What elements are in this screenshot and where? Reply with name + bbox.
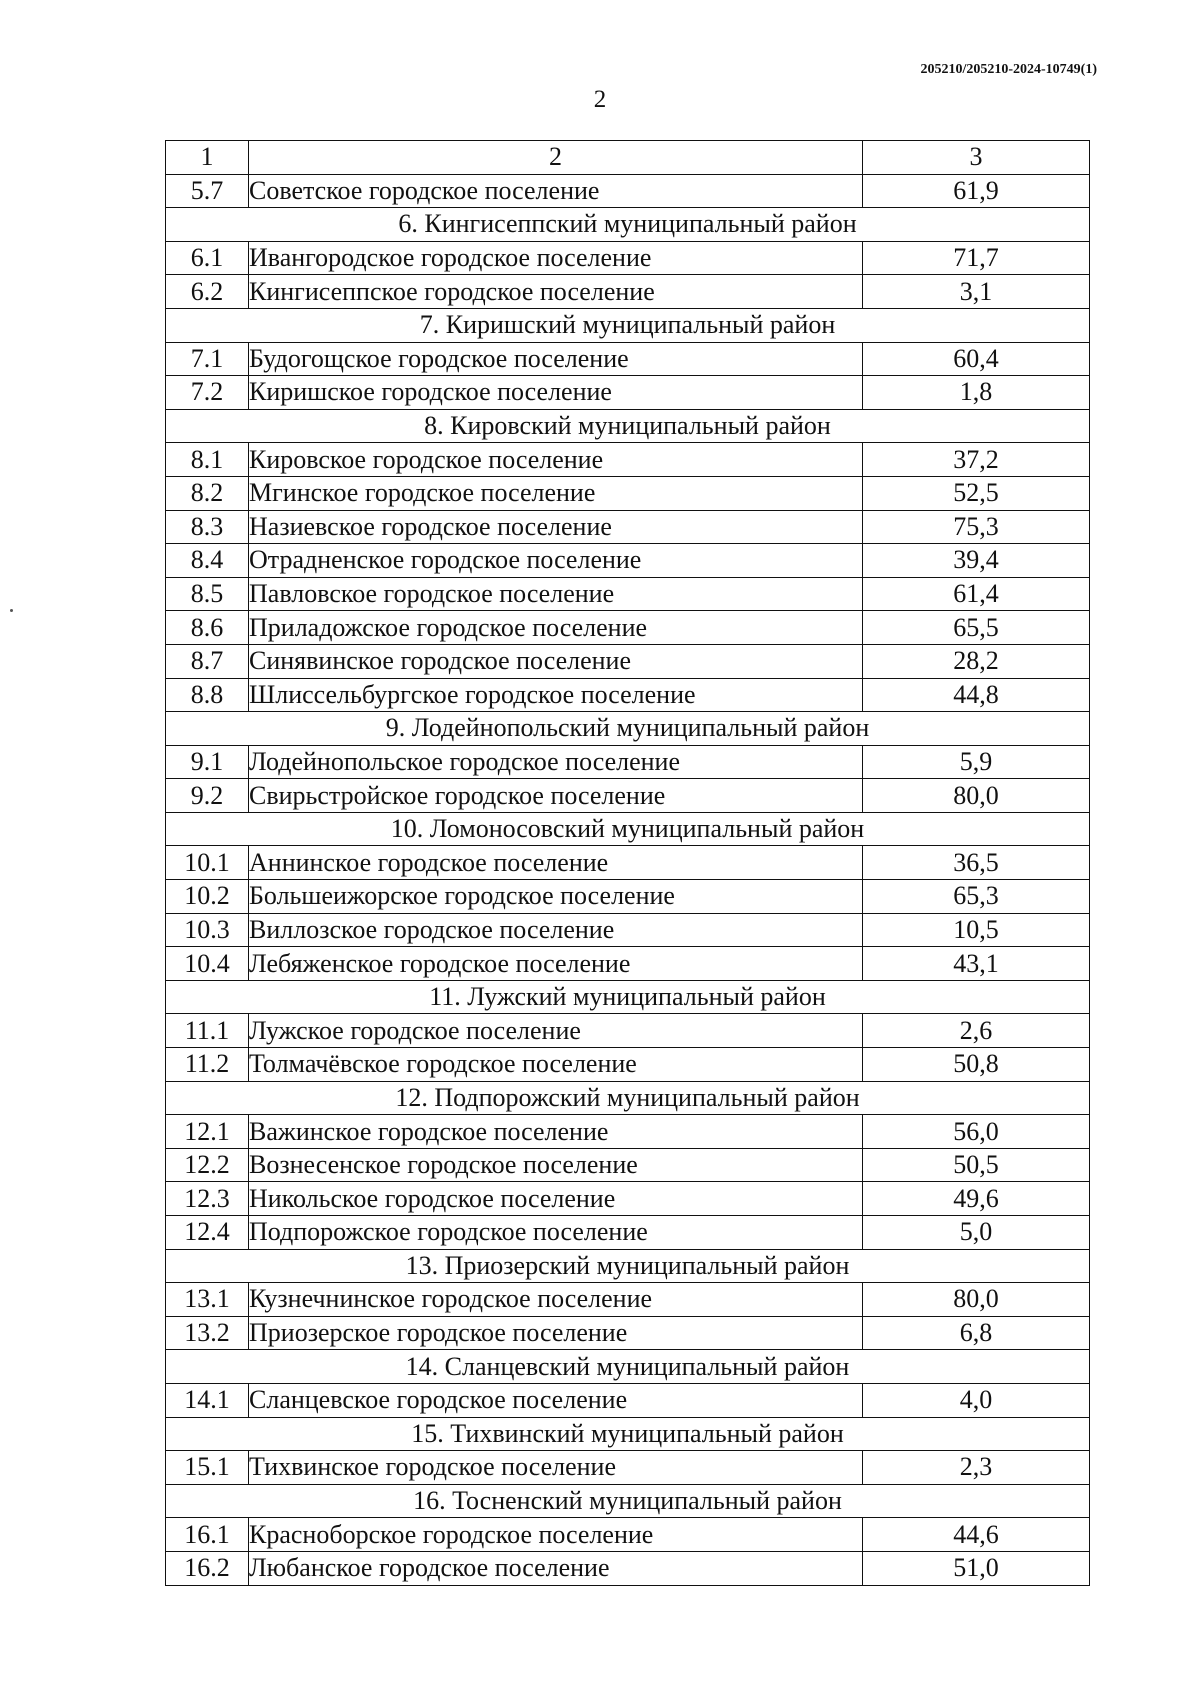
district-group-row <box>166 1484 1090 1518</box>
settlement-name: Павловское городское поселение <box>249 577 863 611</box>
settlement-row <box>166 544 1090 578</box>
settlement-row <box>166 745 1090 779</box>
settlement-name: Тихвинское городское поселение <box>249 1451 863 1485</box>
row-number: 9.1 <box>166 745 249 779</box>
district-name: 16. Тосненский муниципальный район <box>166 1484 1090 1518</box>
settlement-row <box>166 678 1090 712</box>
settlement-value: 75,3 <box>863 510 1090 544</box>
row-number: 7.1 <box>166 342 249 376</box>
settlement-row <box>166 342 1090 376</box>
settlement-value: 4,0 <box>863 1383 1090 1417</box>
row-number: 8.5 <box>166 577 249 611</box>
settlement-name: Лужское городское поселение <box>249 1014 863 1048</box>
district-name: 9. Лодейнопольский муниципальный район <box>166 712 1090 746</box>
settlement-row <box>166 611 1090 645</box>
settlement-row <box>166 376 1090 410</box>
settlement-value: 51,0 <box>863 1551 1090 1585</box>
row-number: 16.2 <box>166 1551 249 1585</box>
settlement-value: 71,7 <box>863 241 1090 275</box>
row-number: 11.1 <box>166 1014 249 1048</box>
row-number: 8.1 <box>166 443 249 477</box>
row-number: 14.1 <box>166 1383 249 1417</box>
settlement-value: 36,5 <box>863 846 1090 880</box>
row-number: 10.1 <box>166 846 249 880</box>
settlement-name: Виллозское городское поселение <box>249 913 863 947</box>
district-group-row <box>166 980 1090 1014</box>
settlement-value: 61,9 <box>863 174 1090 208</box>
district-name: 11. Лужский муниципальный район <box>166 980 1090 1014</box>
settlement-value: 5,0 <box>863 1216 1090 1250</box>
settlement-value: 52,5 <box>863 476 1090 510</box>
settlement-row <box>166 947 1090 981</box>
settlement-name: Вознесенское городское поселение <box>249 1148 863 1182</box>
settlement-name: Отрадненское городское поселение <box>249 544 863 578</box>
settlement-row <box>166 1115 1090 1149</box>
row-number: 12.3 <box>166 1182 249 1216</box>
settlement-name: Аннинское городское поселение <box>249 846 863 880</box>
settlement-name: Сланцевское городское поселение <box>249 1383 863 1417</box>
district-group-row <box>166 1417 1090 1451</box>
row-number: 12.1 <box>166 1115 249 1149</box>
settlement-value: 6,8 <box>863 1316 1090 1350</box>
district-name: 7. Киришский муниципальный район <box>166 308 1090 342</box>
header-cell-name: 2 <box>249 141 863 175</box>
district-name: 14. Сланцевский муниципальный район <box>166 1350 1090 1384</box>
settlement-name: Мгинское городское поселение <box>249 476 863 510</box>
settlement-row <box>166 913 1090 947</box>
document-id: 205210/205210-2024-10749(1) <box>920 62 1097 77</box>
settlement-row <box>166 1014 1090 1048</box>
settlement-row <box>166 846 1090 880</box>
district-group-row <box>166 1249 1090 1283</box>
settlement-value: 2,3 <box>863 1451 1090 1485</box>
district-group-row <box>166 409 1090 443</box>
header-cell-number: 1 <box>166 141 249 175</box>
settlement-row <box>166 1283 1090 1317</box>
settlement-row <box>166 1048 1090 1082</box>
row-number: 12.2 <box>166 1148 249 1182</box>
scan-speck <box>10 609 13 612</box>
settlement-name: Важинское городское поселение <box>249 1115 863 1149</box>
district-group-row <box>166 208 1090 242</box>
district-name: 8. Кировский муниципальный район <box>166 409 1090 443</box>
row-number: 7.2 <box>166 376 249 410</box>
row-number: 8.8 <box>166 678 249 712</box>
settlement-value: 5,9 <box>863 745 1090 779</box>
page-number: 2 <box>593 86 607 113</box>
settlement-row <box>166 241 1090 275</box>
settlement-row <box>166 476 1090 510</box>
district-name: 10. Ломоносовский муниципальный район <box>166 812 1090 846</box>
settlement-value: 56,0 <box>863 1115 1090 1149</box>
district-group-row <box>166 812 1090 846</box>
settlement-row <box>166 1216 1090 1250</box>
row-number: 5.7 <box>166 174 249 208</box>
settlement-name: Киришское городское поселение <box>249 376 863 410</box>
settlement-value: 10,5 <box>863 913 1090 947</box>
district-name: 12. Подпорожский муниципальный район <box>166 1081 1090 1115</box>
settlement-row <box>166 1316 1090 1350</box>
row-number: 11.2 <box>166 1048 249 1082</box>
settlement-name: Толмачёвское городское поселение <box>249 1048 863 1082</box>
settlement-name: Кингисеппское городское поселение <box>249 275 863 309</box>
settlement-row <box>166 1551 1090 1585</box>
row-number: 8.4 <box>166 544 249 578</box>
settlement-name: Лодейнопольское городское поселение <box>249 745 863 779</box>
row-number: 13.1 <box>166 1283 249 1317</box>
settlement-name: Свирьстройское городское поселение <box>249 779 863 813</box>
settlement-name: Большеижорское городское поселение <box>249 880 863 914</box>
settlement-row <box>166 1182 1090 1216</box>
settlement-row <box>166 1451 1090 1485</box>
settlement-row <box>166 510 1090 544</box>
settlement-value: 1,8 <box>863 376 1090 410</box>
settlement-row <box>166 577 1090 611</box>
settlement-name: Любанское городское поселение <box>249 1551 863 1585</box>
settlement-value: 39,4 <box>863 544 1090 578</box>
settlement-name: Кузнечнинское городское поселение <box>249 1283 863 1317</box>
settlement-name: Подпорожское городское поселение <box>249 1216 863 1250</box>
settlement-name: Ивангородское городское поселение <box>249 241 863 275</box>
row-number: 8.6 <box>166 611 249 645</box>
row-number: 15.1 <box>166 1451 249 1485</box>
settlement-row <box>166 275 1090 309</box>
district-name: 13. Приозерский муниципальный район <box>166 1249 1090 1283</box>
row-number: 16.1 <box>166 1518 249 1552</box>
settlement-value: 80,0 <box>863 779 1090 813</box>
district-group-row <box>166 1350 1090 1384</box>
row-number: 10.3 <box>166 913 249 947</box>
settlement-name: Красноборское городское поселение <box>249 1518 863 1552</box>
settlement-value: 50,5 <box>863 1148 1090 1182</box>
district-name: 6. Кингисеппский муниципальный район <box>166 208 1090 242</box>
settlement-row <box>166 1518 1090 1552</box>
district-group-row <box>166 1081 1090 1115</box>
settlement-row <box>166 1383 1090 1417</box>
district-group-row <box>166 308 1090 342</box>
settlement-value: 28,2 <box>863 644 1090 678</box>
settlement-value: 44,6 <box>863 1518 1090 1552</box>
settlement-value: 65,5 <box>863 611 1090 645</box>
settlement-value: 37,2 <box>863 443 1090 477</box>
settlement-value: 65,3 <box>863 880 1090 914</box>
row-number: 6.2 <box>166 275 249 309</box>
settlement-row <box>166 443 1090 477</box>
settlement-row <box>166 644 1090 678</box>
settlement-row <box>166 174 1090 208</box>
settlement-name: Лебяженское городское поселение <box>249 947 863 981</box>
settlement-value: 43,1 <box>863 947 1090 981</box>
settlement-value: 61,4 <box>863 577 1090 611</box>
settlement-value: 80,0 <box>863 1283 1090 1317</box>
table-header-row <box>166 141 1090 175</box>
row-number: 8.2 <box>166 476 249 510</box>
settlement-value: 2,6 <box>863 1014 1090 1048</box>
table-body <box>166 174 1090 1585</box>
row-number: 9.2 <box>166 779 249 813</box>
settlement-name: Никольское городское поселение <box>249 1182 863 1216</box>
row-number: 10.4 <box>166 947 249 981</box>
settlement-name: Назиевское городское поселение <box>249 510 863 544</box>
row-number: 8.3 <box>166 510 249 544</box>
district-group-row <box>166 712 1090 746</box>
settlement-name: Советское городское поселение <box>249 174 863 208</box>
settlements-table <box>165 140 1090 1586</box>
row-number: 8.7 <box>166 644 249 678</box>
settlement-name: Шлиссельбургское городское поселение <box>249 678 863 712</box>
settlement-value: 50,8 <box>863 1048 1090 1082</box>
row-number: 12.4 <box>166 1216 249 1250</box>
row-number: 6.1 <box>166 241 249 275</box>
row-number: 13.2 <box>166 1316 249 1350</box>
settlement-name: Приозерское городское поселение <box>249 1316 863 1350</box>
settlement-row <box>166 880 1090 914</box>
settlement-value: 60,4 <box>863 342 1090 376</box>
settlement-name: Синявинское городское поселение <box>249 644 863 678</box>
settlement-value: 3,1 <box>863 275 1090 309</box>
settlement-name: Кировское городское поселение <box>249 443 863 477</box>
district-name: 15. Тихвинский муниципальный район <box>166 1417 1090 1451</box>
settlement-value: 44,8 <box>863 678 1090 712</box>
settlement-name: Будогощское городское поселение <box>249 342 863 376</box>
settlement-value: 49,6 <box>863 1182 1090 1216</box>
settlement-name: Приладожское городское поселение <box>249 611 863 645</box>
header-cell-value: 3 <box>863 141 1090 175</box>
settlement-row <box>166 1148 1090 1182</box>
settlement-row <box>166 779 1090 813</box>
row-number: 10.2 <box>166 880 249 914</box>
